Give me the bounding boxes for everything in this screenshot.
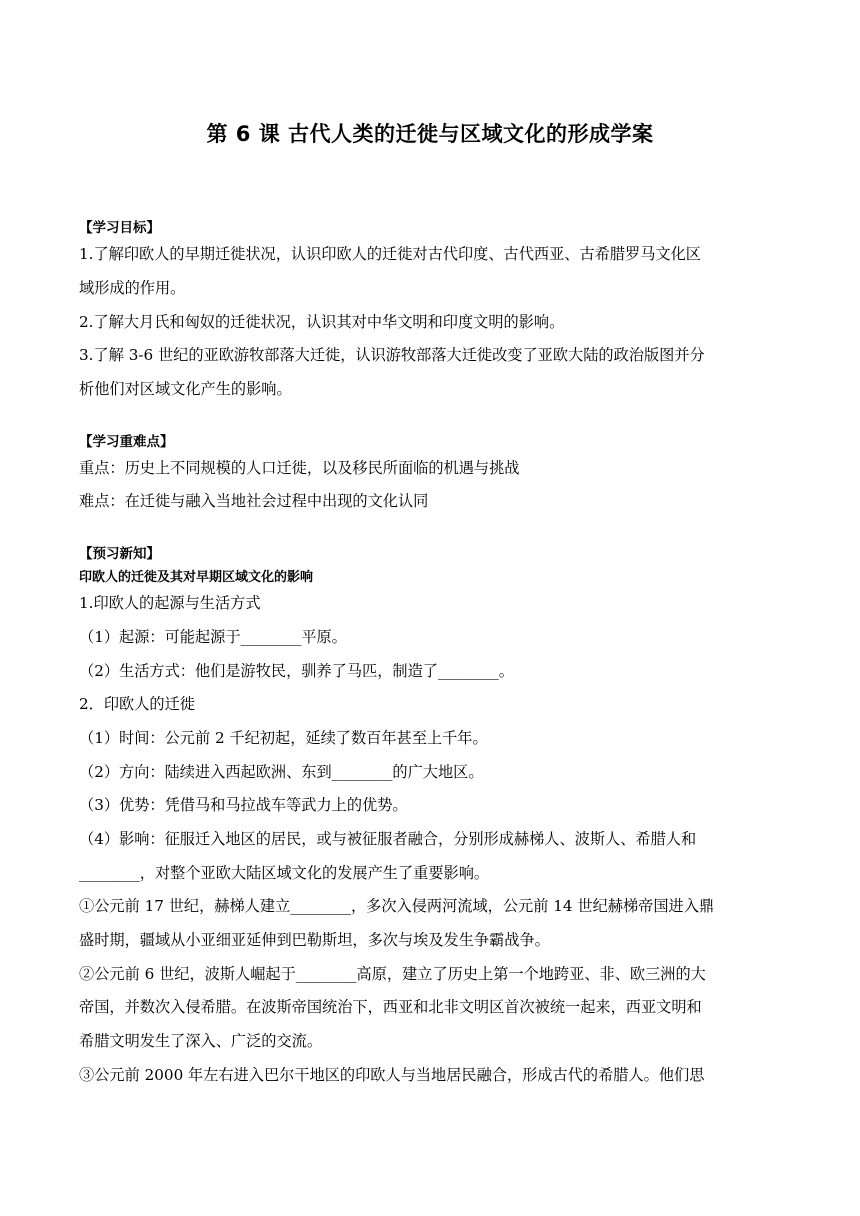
preview-line-7: （3）优势：凭借马和马拉战车等武力上的优势。 [79, 796, 408, 814]
key-points-heading: 【学习重难点】 [79, 434, 174, 450]
preview-line-3: （2）生活方式：他们是游牧民，驯养了马匹，制造了________。 [79, 662, 514, 680]
objectives-heading: 【学习目标】 [79, 220, 160, 236]
preview-line-11: 盛时期，疆域从小亚细亚延伸到巴勒斯坦，多次与埃及发生争霸战争。 [79, 931, 550, 949]
preview-line-2: （1）起源：可能起源于________平原。 [79, 628, 347, 646]
preview-line-1: 1.印欧人的起源与生活方式 [79, 594, 261, 612]
preview-line-8: （4）影响：征服迁入地区的居民，或与被征服者融合，分别形成赫梯人、波斯人、希腊人和 [79, 830, 697, 848]
objective-line-2: 域形成的作用。 [79, 279, 186, 297]
preview-line-12: ②公元前 6 世纪，波斯人崛起于________高原，建立了历史上第一个地跨亚、非、欧三洲的大 [79, 965, 706, 983]
preview-line-15: ③公元前 2000 年左右进入巴尔干地区的印欧人与当地居民融合，形成古代的希腊人。他们思 [79, 1066, 705, 1084]
preview-line-5: （1）时间：公元前 2 千纪初起，延续了数百年甚至上千年。 [79, 729, 488, 747]
objective-line-3: 2.了解大月氏和匈奴的迁徙状况，认识其对中华文明和印度文明的影响。 [79, 313, 565, 331]
preview-line-10: ①公元前 17 世纪，赫梯人建立________，多次入侵两河流域，公元前 14 世纪赫梯帝国进入鼎 [79, 897, 715, 915]
preview-line-13: 帝国，并数次入侵希腊。在波斯帝国统治下，西亚和北非文明区首次被统一起来，西亚文明和 [79, 998, 702, 1016]
objective-line-4: 3.了解 3-6 世纪的亚欧游牧部落大迁徙，认识游牧部落大迁徙改变了亚欧大陆的政治版图并分 [79, 346, 705, 364]
objective-line-5: 析他们对区域文化产生的影响。 [79, 380, 292, 398]
preview-line-4: 2．印欧人的迁徙 [79, 695, 195, 713]
preview-heading: 【预习新知】 [79, 546, 160, 562]
preview-line-14: 希腊文明发生了深入、广泛的交流。 [79, 1032, 322, 1050]
preview-line-9: ________，对整个亚欧大陆区域文化的发展产生了重要影响。 [79, 864, 490, 882]
objective-line-1: 1.了解印欧人的早期迁徙状况，认识印欧人的迁徙对古代印度、古代西亚、古希腊罗马文化区 [79, 245, 701, 263]
preview-line-6: （2）方向：陆续进入西起欧洲、东到________的广大地区。 [79, 763, 484, 781]
difficulty-line: 难点：在迁徙与融入当地社会过程中出现的文化认同 [79, 492, 429, 510]
key-point-line: 重点：历史上不同规模的人口迁徙，以及移民所面临的机遇与挑战 [79, 459, 520, 477]
preview-subheading: 印欧人的迁徙及其对早期区域文化的影响 [79, 570, 314, 585]
page-title: 第 6 课 古代人类的迁徙与区域文化的形成学案 [206, 122, 654, 146]
